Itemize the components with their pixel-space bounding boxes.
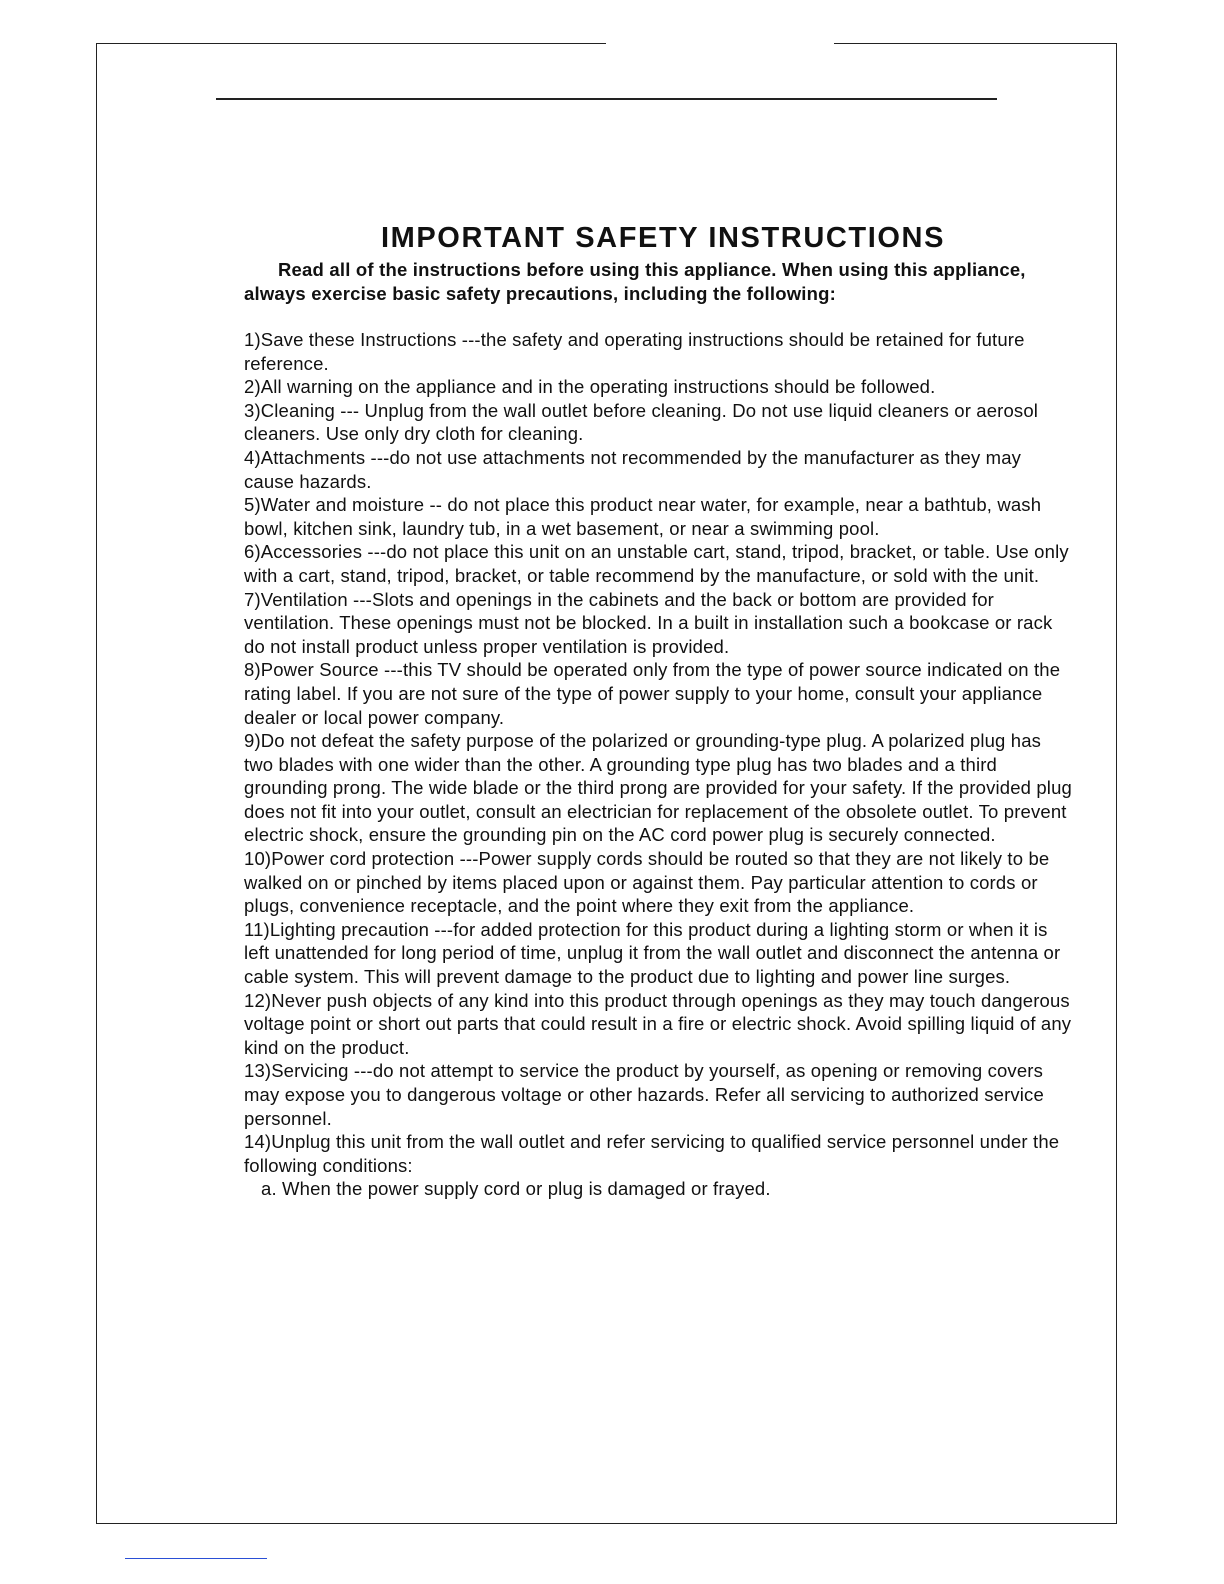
instruction-item: 14)Unplug this unit from the wall outlet and refer servicing to qualified service personnel under the following conditions: [244, 1131, 1060, 1176]
page-frame-left [96, 43, 97, 1524]
page-frame-top-left [96, 43, 606, 44]
instruction-item: 4)Attachments ---do not use attachments not recommended by the manufacturer as they may cause hazards. [244, 446, 1022, 492]
page-frame-bottom [96, 1523, 1117, 1524]
instruction-item: 11)Lighting precaution ---for added protection for this product during a lighting storm or when it is left unattended for long period of time, unplug it from the wall outlet and disconnect the antenna or cable system. This will prevent damage to the product due to lighting and power line surges. [244, 918, 1061, 988]
intro-paragraph: Read all of the instructions before using this appliance. When using this appliance, always exercise basic safety precautions, including the following: [244, 259, 1026, 304]
footer-link-underline [125, 1558, 267, 1559]
instruction-item: 1)Save these Instructions ---the safety and operating instructions should be retained for future reference. [244, 329, 1025, 374]
document-title: IMPORTANT SAFETY INSTRUCTIONS [380, 222, 946, 254]
instruction-item: 12)Never push objects of any kind into this product through openings as they may touch dangerous voltage point or short out parts that could result in a fire or electric shock. Avoid spilling liquid of any kind on the product. [244, 989, 1072, 1058]
instruction-list [244, 328, 1074, 1201]
instruction-item: 8)Power Source ---this TV should be operated only from the type of power source indicated on the rating label. If you are not sure of the type of power supply to your home, consult your appliance dealer or local power company. [244, 659, 1061, 728]
page-frame-right [1116, 43, 1117, 1524]
instruction-item: 7)Ventilation ---Slots and openings in the cabinets and the back or bottom are provided for ventilation. These openings must not be blocked. In a built in installation such a bookcase or rack do not install product unless proper ventilation is provided. [244, 588, 1053, 657]
instruction-item: 10)Power cord protection ---Power supply cords should be routed so that they are not likely to be walked on or pinched by items placed upon or against them. Pay particular attention to cords or plugs, convenience receptacle, and the point where they exit from the appliance. [244, 848, 1050, 917]
instruction-item: 9)Do not defeat the safety purpose of the polarized or grounding-type plug. A polarized plug has two blades with one wider than the other. A grounding type plug has two blades and a third grounding prong. The wide blade or the third prong are provided for your safety. If the provided plug does not fit into your outlet, consult an electrician for replacement of the obsolete outlet. To prevent electric shock, ensure the grounding pin on the AC cord power plug is securely connected. [244, 730, 1072, 846]
instruction-item: 6)Accessories ---do not place this unit on an unstable cart, stand, tripod, bracket, or table. Use only with a cart, stand, tripod, bracket, or table recommend by the manufacture, or sold with the unit. [244, 541, 1069, 586]
instruction-item: 13)Servicing ---do not attempt to service the product by yourself, as opening or removing covers may expose you to dangerous voltage or other hazards. Refer all servicing to authorized service personnel. [244, 1060, 1044, 1129]
instruction-item: 2)All warning on the appliance and in the operating instructions should be followed. [244, 376, 936, 398]
document-body [244, 222, 1074, 1201]
page-frame-top-right [834, 43, 1117, 44]
header-rule [216, 98, 997, 100]
instruction-item: 3)Cleaning --- Unplug from the wall outlet before cleaning. Do not use liquid cleaners or aerosol cleaners. Use only dry cloth for cleaning. [244, 399, 1039, 445]
instruction-item: 5)Water and moisture -- do not place this product near water, for example, near a bathtub, wash bowl, kitchen sink, laundry tub, in a wet basement, or near a swimming pool. [244, 494, 1042, 539]
instruction-sub-item: a. When the power supply cord or plug is damaged or frayed. [261, 1178, 771, 1200]
